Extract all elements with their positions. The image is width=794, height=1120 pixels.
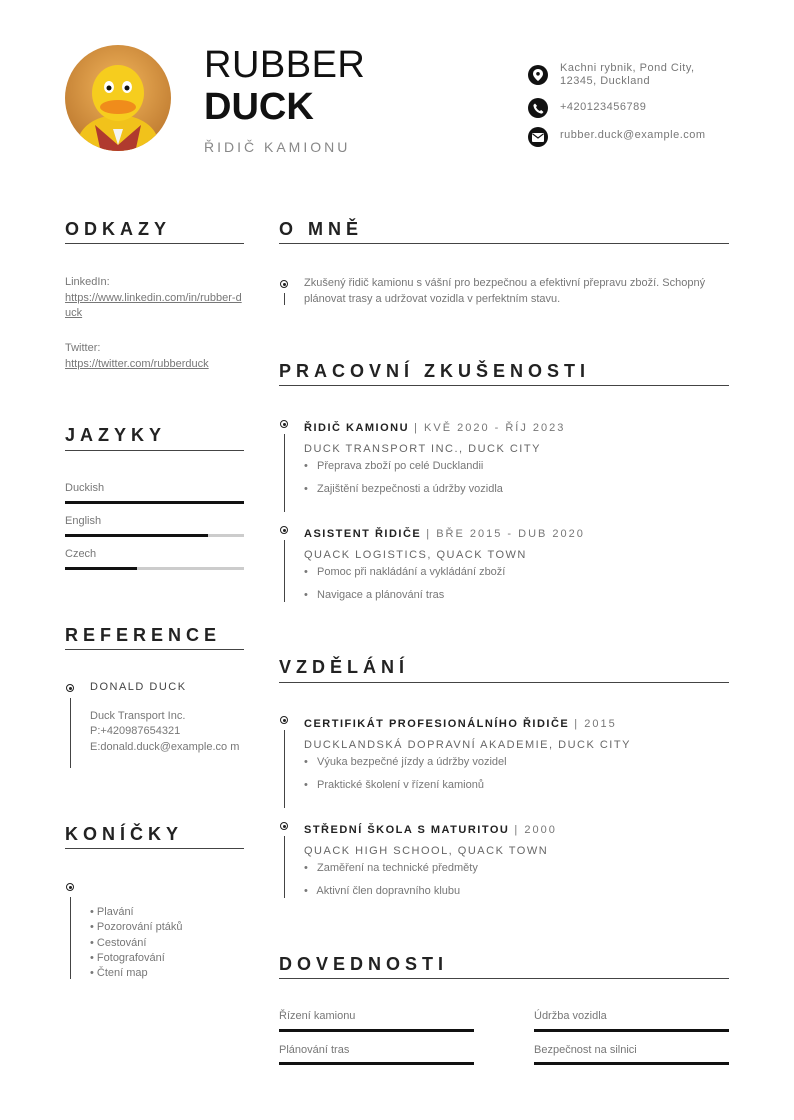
divider [279,243,729,244]
timeline-line [284,293,285,305]
list-item: • Navigace a plánování tras [304,589,445,601]
language-level-fill [65,534,208,537]
list-item: • Fotografování [90,951,165,964]
job-company: QUACK LOGISTICS, QUACK TOWN [304,549,527,561]
language-name: Duckish [65,482,105,494]
twitter-link[interactable]: https://twitter.com/rubberduck [65,358,209,370]
divider [65,649,244,650]
list-item: • Zajištění bezpečnosti a údržby vozidla [304,483,503,495]
timeline-line [70,698,71,768]
twitter-label: Twitter: [65,342,101,354]
language-name: Czech [65,548,97,560]
skill-bar [279,1029,474,1032]
education-school: DUCKLANDSKÁ DOPRAVNÍ AKADEMIE, DUCK CITY [304,739,631,751]
timeline-dot-icon [280,716,288,724]
first-name: RUBBER [204,44,366,86]
timeline-dot-icon [280,420,288,428]
language-level-fill [65,501,244,504]
location-pin-icon [528,65,548,85]
languages-heading: JAZYKY [65,425,167,445]
reference-company: Duck Transport Inc. [90,710,186,722]
about-text: Zkušený řidič kamionu s vášní pro bezpečnou a efektivní přepravu zboží. Schopný plánovat trasy a udržovat vozidla v perfektním stavu. [304,277,706,305]
reference-phone: P:+420987654321 [90,725,181,737]
address: Kachni rybnik, Pond City, 12345, Duckland [560,62,695,87]
skill-label: Údržba vozidla [534,1010,607,1022]
skill-bar [534,1029,729,1032]
job-title: ASISTENT ŘIDIČE [304,528,422,540]
email[interactable]: rubber.duck@example.com [560,129,706,141]
timeline-line [284,730,285,808]
divider [279,978,729,979]
email-icon [528,127,548,147]
timeline-line [284,434,285,512]
job-title: ŘIDIČ KAMIONU [304,422,410,434]
hobbies-list [90,905,183,981]
divider [279,682,729,683]
timeline-line [284,836,285,898]
timeline-dot-icon [280,280,288,288]
list-item: • Pomoc při nakládání a vykládání zboží [304,566,506,578]
phone-icon [528,98,548,118]
job-company: DUCK TRANSPORT INC., DUCK CITY [304,443,541,455]
experience-heading: PRACOVNÍ ZKUŠENOSTI [279,361,591,381]
list-item: • Praktické školení v řízení kamionů [304,779,484,791]
phone[interactable]: +420123456789 [560,101,647,113]
timeline-line [70,897,71,979]
timeline-dot-icon [280,526,288,534]
skills-heading: DOVEDNOSTI [279,954,449,974]
linkedin-label: LinkedIn: [65,276,110,288]
links-heading: ODKAZY [65,219,171,239]
timeline-dot-icon [66,883,74,891]
education-date: 2000 [524,824,557,836]
job-date: BŘE 2015 - DUB 2020 [436,528,585,540]
skill-bar [534,1062,729,1065]
divider [279,385,729,386]
references-heading: REFERENCE [65,625,222,645]
education-title: CERTIFIKÁT PROFESIONÁLNÍHO ŘIDIČE [304,718,570,730]
list-item: • Zaměření na technické předměty [304,862,478,874]
divider [65,450,244,451]
list-item: • Výuka bezpečné jízdy a údržby vozidel [304,756,507,768]
language-name: English [65,515,102,527]
list-item: • Plavání [90,906,134,918]
education-heading: VZDĚLÁNÍ [279,657,409,677]
language-level-bar [65,567,244,570]
language-level-bar [65,501,244,504]
skill-label: Bezpečnost na silnici [534,1044,637,1056]
job-heading: ŘIDIČ KAMIONU | KVĚ 2020 - ŘÍJ 2023 [304,422,566,434]
divider [65,243,244,244]
education-heading-row: CERTIFIKÁT PROFESIONÁLNÍHO ŘIDIČE | 2015 [304,718,617,730]
reference-name: DONALD DUCK [90,681,187,693]
skill-label: Plánování tras [279,1044,350,1056]
list-item: • Cestování [90,936,147,949]
list-item: • Přeprava zboží po celé Ducklandii [304,460,484,472]
job-title: ŘIDIČ KAMIONU [204,139,351,155]
skill-label: Řízení kamionu [279,1010,356,1022]
timeline-line [284,540,285,602]
list-item: • Aktivní člen dopravního klubu [304,885,461,897]
divider [65,848,244,849]
avatar [65,45,171,151]
job-date: KVĚ 2020 - ŘÍJ 2023 [424,422,566,434]
education-school: QUACK HIGH SCHOOL, QUACK TOWN [304,845,549,857]
job-heading: ASISTENT ŘIDIČE | BŘE 2015 - DUB 2020 [304,528,585,540]
about-heading: O MNĚ [279,219,364,239]
education-title: STŘEDNÍ ŠKOLA S MATURITOU [304,824,510,836]
reference-email: E:donald.duck@example.co m [90,741,240,753]
language-level-bar [65,534,244,537]
language-level-fill [65,567,137,570]
linkedin-link[interactable]: https://www.linkedin.com/in/rubber-duck [65,292,242,319]
last-name: DUCK [204,86,314,128]
timeline-dot-icon [280,822,288,830]
skill-bar [279,1062,474,1065]
timeline-dot-icon [66,684,74,692]
list-item: • Čtení map [90,967,148,980]
education-date: 2015 [584,718,617,730]
education-heading-row: STŘEDNÍ ŠKOLA S MATURITOU | 2000 [304,824,557,836]
hobbies-heading: KONÍČKY [65,824,184,844]
list-item: • Pozorování ptáků [90,921,183,934]
duck-photo-icon [65,45,171,151]
